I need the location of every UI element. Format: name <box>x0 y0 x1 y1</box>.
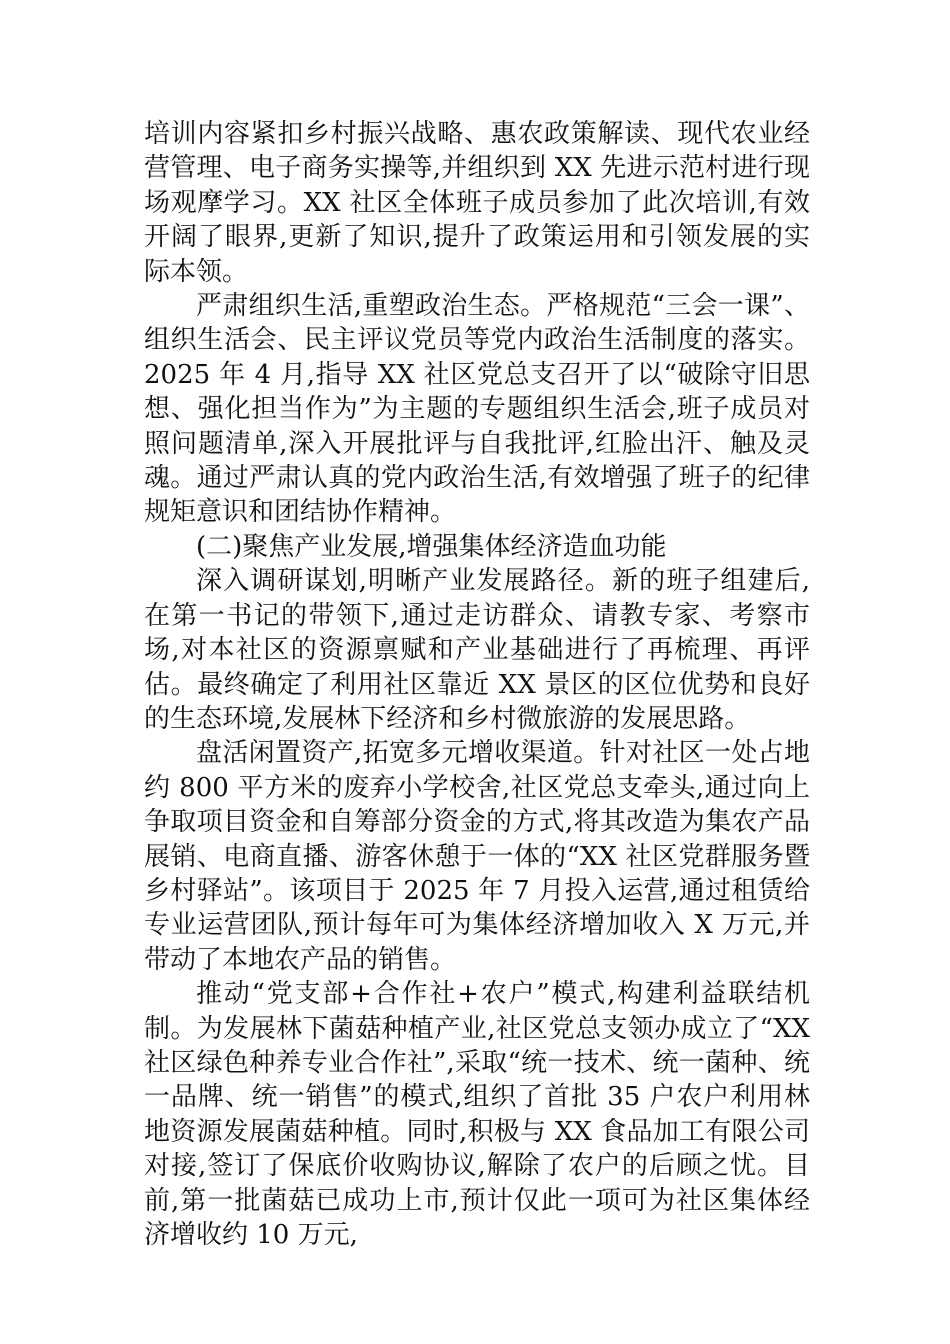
paragraph-training-content: 培训内容紧扣乡村振兴战略、惠农政策解读、现代农业经营管理、电子商务实操等,并组织到 XX 先进示范村进行现场观摩学习。XX 社区全体班子成员参加了此次培训,有效开阔了眼界,更新了知识,提升了政策运用和引领发展的实际本领。 <box>144 119 810 287</box>
paragraph-cooperative-model: 推动“党支部+合作社+农户”模式,构建利益联结机制。为发展林下菌菇种植产业,社区党总支领办成立了“XX 社区绿色种养专业合作社”,采取“统一技术、统一菌种、统一品牌、统一销售”的模式,组织了首批 35 户农户利用林地资源发展菌菇种植。同时,积极与 XX 食品加工有限公司对接,签订了保底价收购协议,解除了农户的后顾之忧。目前,第一批菌菇已成功上市,预计仅此一项可为社区集体经济增收约 10 万元, <box>144 979 810 1250</box>
document-body <box>144 117 810 1252</box>
section-heading-industry-development: (二)聚焦产业发展,增强集体经济造血功能 <box>196 531 667 562</box>
paragraph-idle-assets: 盘活闲置资产,拓宽多元增收渠道。针对社区一处占地约 800 平方米的废弃小学校舍,社区党总支牵头,通过向上争取项目资金和自筹部分资金的方式,将其改造为集农产品展销、电商直播、游客休憩于一体的“XX 社区党群服务暨乡村驿站”。该项目于 2025 年 7 月投入运营,通过租赁给专业运营团队,预计每年可为集体经济增加收入 X 万元,并带动了本地农产品的销售。 <box>144 738 810 975</box>
paragraph-organizational-life: 严肃组织生活,重塑政治生态。严格规范“三会一课”、组织生活会、民主评议党员等党内政治生活制度的落实。2025 年 4 月,指导 XX 社区党总支召开了以“破除守旧思想、强化担当作为”为主题的专题组织生活会,班子成员对照问题清单,深入开展批评与自我批评,红脸出汗、触及灵魂。通过严肃认真的党内政治生活,有效增强了班子的纪律规矩意识和团结协作精神。 <box>144 291 810 528</box>
paragraph-research-planning: 深入调研谋划,明晰产业发展路径。新的班子组建后,在第一书记的带领下,通过走访群众、请教专家、考察市场,对本社区的资源禀赋和产业基础进行了再梳理、再评估。最终确定了利用社区靠近 XX 景区的区位优势和良好的生态环境,发展林下经济和乡村微旅游的发展思路。 <box>144 566 810 734</box>
